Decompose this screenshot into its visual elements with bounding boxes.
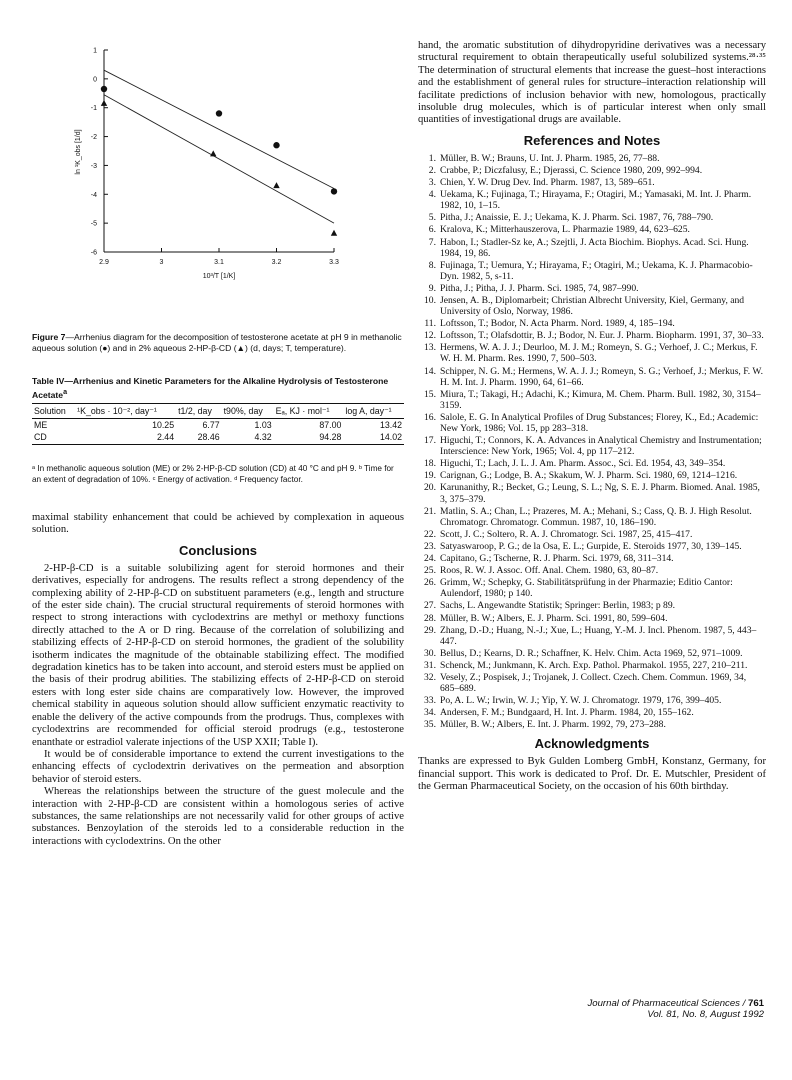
x-tick-label: 3.3 [329, 259, 339, 266]
left-column [32, 512, 404, 848]
reference-number: 4. [428, 189, 436, 201]
right-column [418, 40, 766, 794]
reference-text: Miura, T.; Takagi, H.; Adachi, K.; Kimura, M. Chem. Pharm. Bull. 1982, 30, 3154–3159. [440, 388, 761, 411]
reference-number: 19. [424, 470, 436, 482]
reference-text: Karunanithy, R.; Becket, G.; Leung, S. L.; Ng, S. E. J. Pharm. Biomed. Anal. 1985, 3, 375–379. [440, 482, 760, 505]
reference-item [418, 330, 766, 341]
cell-solution: CD [32, 431, 75, 445]
conclusions-paragraph-2: It would be of considerable importance to extend the current investigations to the enhancing effects of cyclodextrin derivatives on the permeation and absorption behavior of steroid esters. [32, 748, 404, 785]
reference-text: Müller, B. W.; Albers, E. J. Pharm. Sci. 1991, 80, 599–604. [440, 612, 668, 624]
reference-number: 11. [424, 318, 436, 330]
reference-item [418, 224, 766, 235]
header-loga: log A, day⁻¹ [343, 404, 404, 419]
reference-text: Sachs, L. Angewandte Statistik; Springer: Berlin, 1983; p 89. [440, 600, 676, 612]
reference-number: 14. [424, 365, 436, 377]
reference-text: Crabbe, P.; Diczfalusy, E.; Djerassi, C. Science 1980, 209, 992–994. [440, 164, 703, 176]
references-list [418, 153, 766, 731]
reference-text: Müller, B. W.; Albers, E. Int. J. Pharm. 1992, 79, 273–288. [440, 719, 666, 731]
reference-number: 8. [428, 259, 436, 271]
reference-text: Uekama, K.; Fujinaga, T.; Hirayama, F.; Otagiri, M.; Yamasaki, M. Int. J. Pharm. 1982, 10, 1–15. [440, 189, 752, 212]
conclusions-heading: Conclusions [178, 542, 257, 558]
reference-number: 35. [424, 719, 436, 731]
cell-t90: 4.32 [222, 431, 274, 445]
reference-item [418, 342, 766, 364]
reference-item [418, 506, 766, 528]
reference-text: Schenck, M.; Junkmann, K. Arch. Exp. Pathol. Pharmakol. 1955, 227, 210–211. [440, 659, 748, 671]
reference-text: Grimm, W.; Schepky, G. Stabilitätsprüfung in der Pharmazie; Editio Cantor: Aulendorf, 1980; p 140. [440, 577, 733, 600]
reference-text: Higuchi, T.; Connors, K. A. Advances in Analytical Chemistry and Instrumentation; Interscience: New York, 1965; Vol. 4, pp 117–212. [440, 435, 762, 458]
reference-text: Kralova, K.; Mitterhauszerova, L. Pharmazie 1989, 44, 623–625. [440, 224, 690, 236]
cell-t12: 6.77 [202, 420, 220, 430]
cell-ea: 87.00 [319, 420, 342, 430]
header-solution: Solution [32, 404, 75, 419]
reference-item [418, 366, 766, 388]
reference-text: Müller, B. W.; Brauns, U. Int. J. Pharm. 1985, 26, 77–88. [440, 152, 660, 164]
reference-text: Pitha, J.; Pitha, J. J. Pharm. Sci. 1985, 74, 987–990. [440, 282, 639, 294]
reference-item [418, 189, 766, 211]
circle-data-point [101, 86, 107, 92]
y-tick-label: 0 [93, 76, 97, 84]
reference-item [418, 565, 766, 576]
figure-caption [32, 332, 404, 354]
reference-item [418, 719, 766, 730]
reference-text: Po, A. L. W.; Irwin, W. J.; Yip, Y. W. J. Chromatogr. 1979, 176, 399–405. [440, 695, 722, 707]
triangle-data-point [331, 230, 337, 236]
journal-name: Journal of Pharmaceutical Sciences [587, 998, 740, 1009]
cell-t12: 28.46 [176, 431, 222, 445]
reference-item [418, 237, 766, 259]
reference-text: Scott, J. C.; Soltero, R. A. J. Chromatogr. Sci. 1987, 25, 415–417. [440, 528, 693, 540]
reference-item [418, 412, 766, 434]
reference-text: Capitano, G.; Tscherne, R. J. Pharm. Sci. 1979, 68, 311–314. [440, 553, 674, 565]
reference-item [418, 672, 766, 694]
circle-data-point [331, 188, 337, 194]
y-tick-label: -4 [90, 191, 97, 199]
references-heading: References and Notes [523, 132, 661, 148]
cell-loga: 14.02 [343, 431, 404, 445]
table-row [32, 419, 404, 432]
y-tick-label: -5 [90, 220, 97, 228]
reference-text: Habon, I.; Stadler-Sz ke, A.; Szejtli, J. Acta Biochim. Biophys. Acad. Sci. Hung. 1984, 19, 86. [440, 236, 749, 259]
conclusions-paragraph-1: 2-HP-β-CD is a suitable solubilizing agent for steroid hormones and their derivatives, especially for androgens. The results reflect a strong dependency of the complexing ability of 2-HP-β-CD on substituent parameters (e.g., length and structure of the ester side chain). The crucial structural requirements of steroid hormones with respect to strong interactions with cyclodextrins are methyl or methoxy functions directly attached to the A or D ring. Because of the correlation of solubilizing and stabilizing effects of 2-HP-β-CD on steroid hormones, the gradient of the solubility isotherm indicates the magnitude of the obtainable stabilizing effect. The modified degradation kinetics has to be taken into account, and steroid esters must be applied on the basis of their prodrug abilities. The stabilizing effects of 2-HP-β-CD on steroid esters with long ester side chains are comparatively low. However, the improved chemical stability in aqueous solution should allow sufficient enzymatic reactivity to enable the delivery of the active compounds from the prodrugs. Thus, complexes with cyclodextrins are recommended for official steroid prodrugs (e.g., testosterone enanthate or estradiol valerate injections of the USP XXII; Table I). [32, 562, 404, 748]
triangle-data-point [273, 182, 279, 188]
reference-item [418, 600, 766, 611]
figure-caption-text: —Arrhenius diagram for the decomposition of testosterone acetate at pH 9 in methanolic aqueous solution (●) and in 2% aqueous 2-HP-β-CD (▲) (d, days; T, temperature). [32, 332, 402, 353]
cell-solution: ME [34, 420, 48, 430]
reference-item [418, 660, 766, 671]
reference-item [418, 389, 766, 411]
cell-ea: 94.28 [274, 431, 344, 445]
reference-number: 34. [424, 707, 436, 719]
reference-text: Zhang, D.-D.; Huang, N.-J.; Xue, L.; Huang, Y.-M. J. Incl. Phenom. 1987, 5, 443–447. [440, 624, 757, 647]
header-ea: Eₐ, KJ · mol⁻¹ [274, 404, 344, 419]
reference-item [418, 458, 766, 469]
cell-kobs: 2.44 [75, 431, 176, 445]
reference-number: 12. [424, 330, 436, 342]
x-axis-label: 10³/T [1/K] [202, 273, 236, 280]
x-tick-label: 2.9 [99, 259, 109, 266]
reference-item [418, 212, 766, 223]
table-row [32, 431, 404, 445]
reference-text: Chien, Y. W. Drug Dev. Ind. Pharm. 1987, 13, 589–651. [440, 177, 655, 189]
reference-text: Fujinaga, T.; Uemura, Y.; Hirayama, F.; Otagiri, M.; Uekama, K. J. Pharmacobio-Dyn. 1982, 5, s-11. [440, 259, 753, 282]
reference-text: Schipper, N. G. M.; Hermens, W. A. J. J.; Romeyn, S. G.; Verhoef, J.; Merkus, F. W. H. M. Int. J. Pharm. 1990, 64, 61–66. [440, 365, 763, 388]
reference-number: 30. [424, 647, 436, 659]
reference-item [418, 165, 766, 176]
reference-item [418, 482, 766, 504]
reference-item [418, 153, 766, 164]
reference-text: Andersen, F. M.; Bundgaard, H. Int. J. Pharm. 1984, 20, 155–162. [440, 707, 694, 719]
table-title-text: Table IV—Arrhenius and Kinetic Parameters for the Alkaline Hydrolysis of Testosterone Acetate [32, 376, 389, 400]
reference-item [418, 470, 766, 481]
y-tick-label: -1 [90, 105, 97, 113]
reference-number: 6. [428, 224, 436, 236]
reference-text: Satyaswaroop, P. G.; de la Osa, E. L.; Gurpide, E. Steroids 1977, 30, 139–145. [440, 540, 742, 552]
reference-number: 18. [424, 458, 436, 470]
reference-number: 1. [428, 152, 436, 164]
x-tick-label: 3.2 [271, 259, 282, 266]
reference-item [418, 435, 766, 457]
reference-number: 28. [424, 612, 436, 624]
table-footnote: ᵃ In methanolic aqueous solution (ME) or 2% 2-HP-β-CD solution (CD) at 40 °C and pH 9. ᵇ Time for an extent of degradation of 10%. ᶜ Energy of activation. ᵈ Frequency factor. [32, 464, 394, 484]
reference-number: 24. [424, 553, 436, 565]
reference-item [418, 625, 766, 647]
reference-item [418, 553, 766, 564]
cell-loga: 13.42 [379, 420, 402, 430]
y-axis-label: ln ¹K_obs [1/d] [75, 129, 82, 175]
reference-number: 7. [428, 236, 436, 248]
y-tick-label: -6 [90, 249, 97, 257]
reference-text: Matlin, S. A.; Chan, L.; Prazeres, M. A.; Mehani, S.; Cass, Q. B. J. High Resolut. Chromatogr. Chromatogr. Commun. 1987, 10, 186–190. [440, 505, 752, 528]
reference-item [418, 541, 766, 552]
circle-data-point [273, 142, 279, 148]
y-tick-label: 1 [93, 47, 97, 55]
table-title [32, 376, 404, 401]
reference-text: Loftsson, T.; Olafsdottir, B. J.; Bodor, N. Eur. J. Pharm. Biopharm. 1991, 37, 30–33. [440, 330, 764, 342]
reference-number: 26. [424, 577, 436, 589]
reference-item [418, 707, 766, 718]
conclusions-paragraph-3: Whereas the relationships between the structure of the guest molecule and the interaction with 2-HP-β-CD are consistent within a homologous series of active substances, the same relationships are not necessarily valid for other groups of active substances. Benzoylation of the steroids led to a considerable reduction in the interactions with cyclodextrins. On the other [32, 786, 404, 847]
x-tick-label: 3.1 [214, 259, 224, 266]
reference-item [418, 260, 766, 282]
circle-fit-line [104, 70, 334, 188]
reference-item [418, 648, 766, 659]
reference-text: Bellus, D.; Kearns, D. R.; Schaffner, K. Helv. Chim. Acta 1969, 52, 971–1009. [440, 647, 743, 659]
reference-number: 17. [424, 435, 436, 447]
reference-number: 9. [428, 282, 436, 294]
cell-t90: 1.03 [254, 420, 272, 430]
table-title-sup: a [63, 388, 68, 396]
reference-text: Roos, R. W. J. Assoc. Off. Anal. Chem. 1980, 63, 80–87. [440, 565, 659, 577]
header-t12: t1/2, day [176, 404, 222, 419]
circle-data-point [216, 110, 222, 116]
reference-item [418, 529, 766, 540]
cell-kobs: 10.25 [152, 420, 175, 430]
journal-volume: Vol. 81, No. 8, August 1992 [647, 1009, 764, 1020]
kinetics-table [32, 403, 404, 445]
reference-text: Higuchi, T.; Lach, J. L. J. Am. Pharm. Assoc., Sci. Ed. 1954, 43, 349–354. [440, 458, 726, 470]
reference-number: 25. [424, 565, 436, 577]
y-tick-label: -3 [90, 162, 97, 170]
reference-number: 20. [424, 482, 436, 494]
reference-text: Pitha, J.; Anaissie, E. J.; Uekama, K. J. Pharm. Sci. 1987, 76, 788–790. [440, 212, 714, 224]
continuation-paragraph: maximal stability enhancement that could be achieved by complexation in aqueous solution. [32, 512, 404, 536]
acknowledgments-heading: Acknowledgments [534, 736, 650, 752]
header-kobs: ¹K_obs · 10⁻², day⁻¹ [75, 404, 176, 419]
reference-text: Salole, E. G. In Analytical Profiles of Drug Substances; Florey, K., Ed.; Academic: New York, 1986; Vol. 15, pp 283–318. [440, 411, 759, 434]
reference-number: 13. [424, 342, 436, 354]
reference-item [418, 318, 766, 329]
page-number: 761 [747, 998, 764, 1009]
journal-line: Journal of Pharmaceutical Sciences / 761 [587, 998, 764, 1009]
reference-item [418, 695, 766, 706]
reference-number: 31. [424, 659, 436, 671]
reference-number: 32. [424, 671, 436, 683]
reference-text: Hermens, W. A. J. J.; Deurloo, M. J. M.; Romeyn, S. G.; Verhoef, J. C.; Merkus, F. W. H. M. Pharm. Res. 1990, 7, 500–503. [440, 342, 758, 365]
reference-item [418, 283, 766, 294]
reference-text: Carignan, G.; Lodge, B. A.; Skakum, W. J. Pharm. Sci. 1980, 69, 1214–1216. [440, 470, 738, 482]
triangle-data-point [101, 100, 107, 106]
reference-number: 29. [424, 624, 436, 636]
figure-caption-label: Figure 7 [32, 332, 66, 342]
x-tick-label: 3 [159, 259, 164, 266]
reference-number: 10. [424, 294, 436, 306]
acknowledgments-text: Thanks are expressed to Byk Gulden Lomberg GmbH, Konstanz, Germany, for financial support. This work is dedicated to Prof. Dr. E. Mutschler, President of the German Pharmaceutical Society, on the occasion of his 60th birthday. [418, 756, 766, 793]
intro-paragraph: hand, the aromatic substitution of dihydropyridine derivatives was a necessary structural requirement to obtain therapeutically useful solubilized systems.²⁸·³⁵ The determination of structural elements that increase the guest–host interactions and the establishment of general rules for structure–interaction relationship will facilitate predictions of inclusion behavior with new, homologous, practically insoluble drug molecules, which is of particular interest when only small quantities of investigational drugs are available. [418, 40, 766, 126]
reference-number: 22. [424, 528, 436, 540]
reference-text: Vesely, Z.; Pospisek, J.; Trojanek, J. Collect. Czech. Chem. Commun. 1969, 34, 685–689. [440, 671, 747, 695]
journal-footer [544, 998, 764, 1020]
reference-number: 16. [424, 411, 436, 423]
table-header-row [32, 404, 404, 419]
reference-number: 27. [424, 600, 436, 612]
reference-item [418, 577, 766, 599]
reference-number: 33. [424, 695, 436, 707]
reference-text: Jensen, A. B., Diplomarbeit; Christian Albrecht University, Kiel, Germany, and University of Oslo, Norway, 1986. [440, 294, 745, 318]
reference-item [418, 177, 766, 188]
triangle-data-point [210, 150, 216, 156]
reference-number: 15. [424, 388, 436, 400]
reference-number: 23. [424, 540, 436, 552]
reference-number: 2. [428, 164, 436, 176]
reference-text: Loftsson, T.; Bodor, N. Acta Pharm. Nord. 1989, 4, 185–194. [440, 318, 675, 330]
header-t90: t90%, day [222, 404, 274, 419]
reference-number: 21. [424, 505, 436, 517]
arrhenius-chart [64, 42, 354, 282]
reference-item [418, 613, 766, 624]
y-tick-label: -2 [90, 134, 97, 142]
reference-number: 3. [428, 177, 436, 189]
reference-item [418, 295, 766, 317]
reference-number: 5. [428, 212, 436, 224]
